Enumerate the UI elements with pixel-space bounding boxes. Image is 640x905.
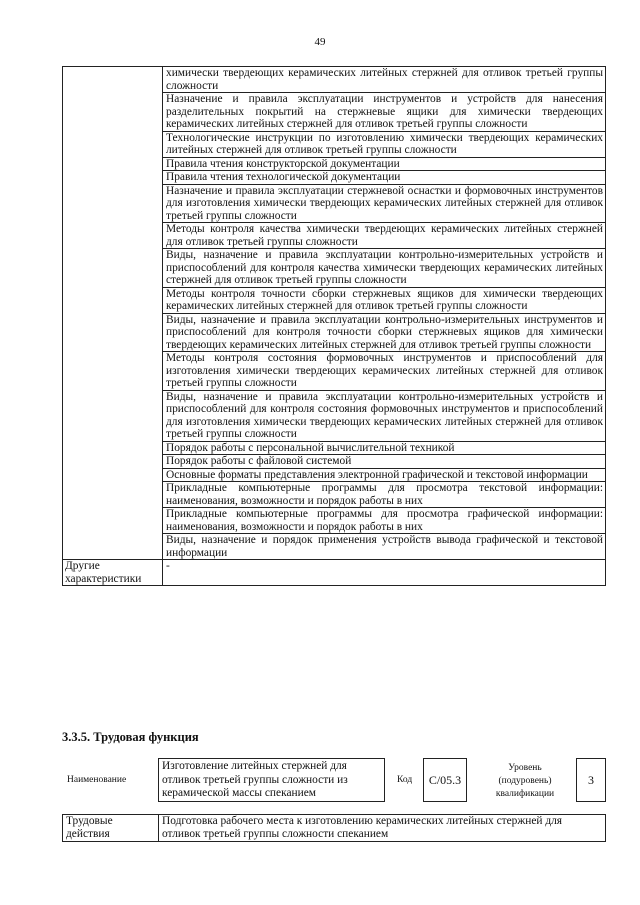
name-label: Наименование	[67, 775, 127, 785]
other-characteristics-value: -	[163, 560, 606, 586]
knowledge-item: Методы контроля качества химически твердеющих керамических литейных стержней для отливок третьей группы сложности	[163, 223, 606, 249]
knowledge-item: Назначение и правила эксплуатации инструментов и устройств для нанесения разделительных покрытий на стержневые ящики для химически твердеющих керамических литейных стержней для отливок третьей группы сложности	[163, 93, 606, 132]
level-box: 3	[576, 758, 606, 802]
knowledge-item: Виды, назначение и правила эксплуатации контрольно-измерительных инструментов и приспособлений для контроля точности сборки стержневых ящиков для химически твердеющих керамических литейных стержней для отливок третьей группы сложности	[163, 313, 606, 352]
knowledge-item: Виды, назначение и правила эксплуатации контрольно-измерительных устройств и приспособлений для контроля состояния формовочных инструментов и приспособлений для изготовления химически твердеющих керамических литейных стержней для отливок третьей группы сложности	[163, 390, 606, 441]
knowledge-item: Виды, назначение и правила эксплуатации контрольно-измерительных устройств и приспособлений для контроля качества химически твердеющих керамических литейных стержней для отливок третьей группы сложности	[163, 249, 606, 288]
labor-action-item: Подготовка рабочего места к изготовлению керамических литейных стержней для отливок третьей группы сложности спеканием	[159, 815, 606, 842]
knowledge-table	[62, 66, 606, 586]
table-row	[63, 560, 606, 586]
knowledge-item: Виды, назначение и порядок применения устройств вывода графической и текстовой информации	[163, 534, 606, 560]
knowledge-item: Методы контроля точности сборки стержневых ящиков для химически твердеющих керамических литейных стержней для отливок третьей группы сложности	[163, 287, 606, 313]
page-number: 49	[314, 36, 326, 48]
knowledge-item: Правила чтения конструкторской документации	[163, 157, 606, 171]
knowledge-item: Методы контроля состояния формовочных инструментов и приспособлений для изготовления химически твердеющих керамических литейных стержней для отливок третьей группы сложности	[163, 352, 606, 391]
other-characteristics-label: Другие характеристики	[63, 560, 163, 586]
function-header	[62, 756, 610, 812]
level-label: Уровень (подуровень) квалификации	[495, 763, 555, 799]
code-box: C/05.3	[423, 758, 467, 802]
knowledge-item: Прикладные компьютерные программы для просмотра текстовой информации: наименования, возможности и порядок работы в них	[163, 482, 606, 508]
knowledge-item: Порядок работы с персональной вычислительной техникой	[163, 441, 606, 455]
labor-actions-table	[62, 814, 606, 842]
code-label: Код	[397, 775, 413, 785]
knowledge-item: химически твердеющих керамических литейных стержней для отливок третьей группы сложности	[163, 67, 606, 93]
knowledge-item: Технологические инструкции по изготовлению химически твердеющих керамических литейных стержней для отливок третьей группы сложности	[163, 131, 606, 157]
knowledge-item: Правила чтения технологической документации	[163, 171, 606, 185]
knowledge-item: Порядок работы с файловой системой	[163, 455, 606, 469]
function-name-box: Изготовление литейных стержней для отливок третьей группы сложности из керамической массы спеканием	[158, 758, 385, 802]
knowledge-item: Прикладные компьютерные программы для просмотра графической информации: наименования, возможности и порядок работы в них	[163, 508, 606, 534]
section-title: 3.3.5. Трудовая функция	[62, 730, 199, 744]
knowledge-item: Основные форматы представления электронной графической и текстовой информации	[163, 468, 606, 482]
table-row	[63, 67, 606, 93]
knowledge-item: Назначение и правила эксплуатации стержневой оснастки и формовочных инструментов для изготовления химически твердеющих керамических литейных стержней для отливок третьей группы сложности	[163, 184, 606, 223]
knowledge-label-cell	[63, 67, 163, 560]
table-row	[63, 815, 606, 842]
labor-actions-label: Трудовые действия	[63, 815, 159, 842]
